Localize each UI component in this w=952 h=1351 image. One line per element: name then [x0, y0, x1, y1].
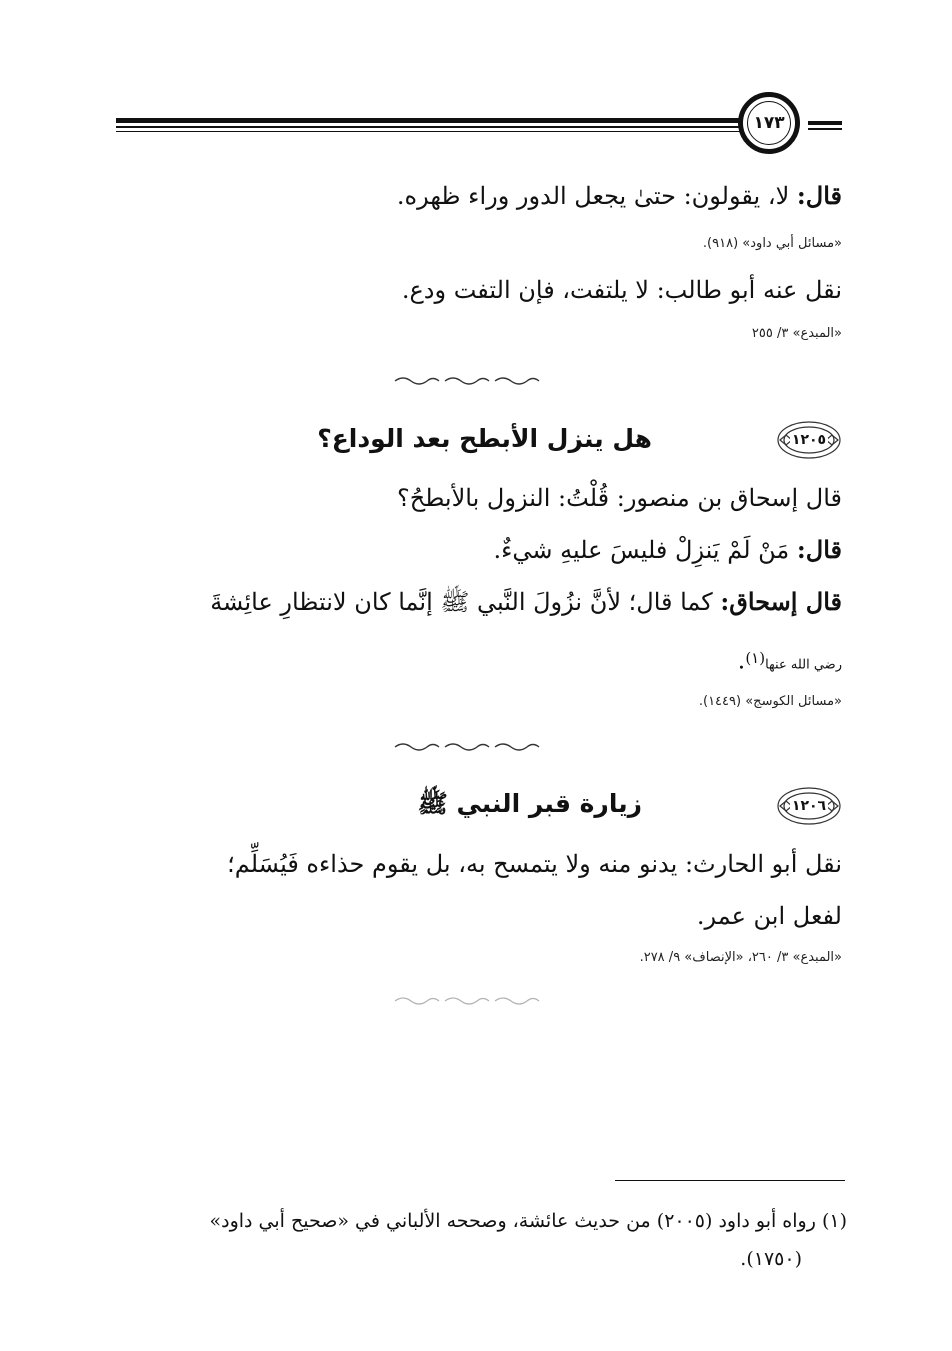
- section-number: ١٢٠٥: [791, 432, 827, 448]
- footnote-rule: [615, 1180, 845, 1181]
- top-paragraph-2: نقل عنه أبو طالب: لا يلتفت، فإن التفت ودع.: [401, 276, 842, 304]
- header-rule-right-b: [808, 128, 842, 130]
- page-number: ١٧٣: [753, 113, 785, 133]
- footnote-line: (١٧٥٠).: [740, 1248, 802, 1270]
- source-citation: «المبدع» ٣/ ٢٥٥: [751, 326, 842, 341]
- speaker-label: قال إسحاق:: [720, 587, 842, 616]
- footnote-reference: (١): [745, 649, 766, 667]
- speaker-label: قال:: [796, 535, 842, 564]
- top-paragraph-1: [397, 178, 842, 214]
- section-number-badge: [776, 420, 842, 460]
- section-line: قال إسحاق بن منصور: قُلْتُ: النزول بالأبطحُ؟: [397, 484, 842, 512]
- section-number: ١٢٠٦: [791, 798, 827, 814]
- section-line: لفعل ابن عمر.: [696, 902, 842, 930]
- section-line: رضي الله عنها$^{(١)}$.: [737, 646, 842, 675]
- footnote-marker: (١): [821, 1210, 847, 1232]
- section-line: نقل أبو الحارث: يدنو منه ولا يتمسح به، بل يقوم حذاءه فَيُسَلِّم؛: [227, 850, 842, 878]
- header-rule-thin: [116, 131, 740, 132]
- paragraph-text: كما قال؛ لأنَّ نزُولَ النَّبي ﷺ إنَّما كان لانتظارِ عائِشةَ: [210, 588, 721, 616]
- paragraph-text: لا، يقولون: حتىٰ يجعل الدور وراء ظهره.: [396, 182, 797, 210]
- header-rule-right-a: [808, 121, 842, 125]
- section-title: زيارة قبر النبي ﷺ: [417, 789, 642, 818]
- ornament-separator: [380, 994, 560, 1008]
- header-rule-thick: [116, 118, 740, 123]
- source-citation: «المبدع» ٣/ ٢٦٠، «الإنصاف» ٩/ ٢٧٨.: [639, 950, 842, 965]
- header-rule-middle: [116, 126, 740, 128]
- speaker-label: قال:: [796, 181, 842, 210]
- ornament-separator: [380, 374, 560, 388]
- ornament-separator: [380, 740, 560, 754]
- source-citation: «مسائل أبي داود» (٩١٨).: [702, 236, 842, 251]
- paragraph-text: مَنْ لَمْ يَنزِلْ فليسَ عليهِ شيءٌ.: [493, 536, 797, 564]
- section-title: هل ينزل الأبطح بعد الوداع؟: [317, 424, 652, 453]
- section-number-badge: [776, 786, 842, 826]
- source-citation: «مسائل الكوسج» (١٤٤٩).: [698, 694, 842, 709]
- footnote-text: رواه أبو داود (٢٠٠٥) من حديث عائشة، وصححه الألباني في «صحيح أبي داود»: [209, 1210, 822, 1232]
- section-line: [210, 584, 842, 620]
- honorific-glyph: رضي الله عنها: [765, 657, 842, 673]
- footnote-line: [210, 1206, 848, 1236]
- page-number-badge: [738, 92, 800, 154]
- section-line: [493, 532, 842, 568]
